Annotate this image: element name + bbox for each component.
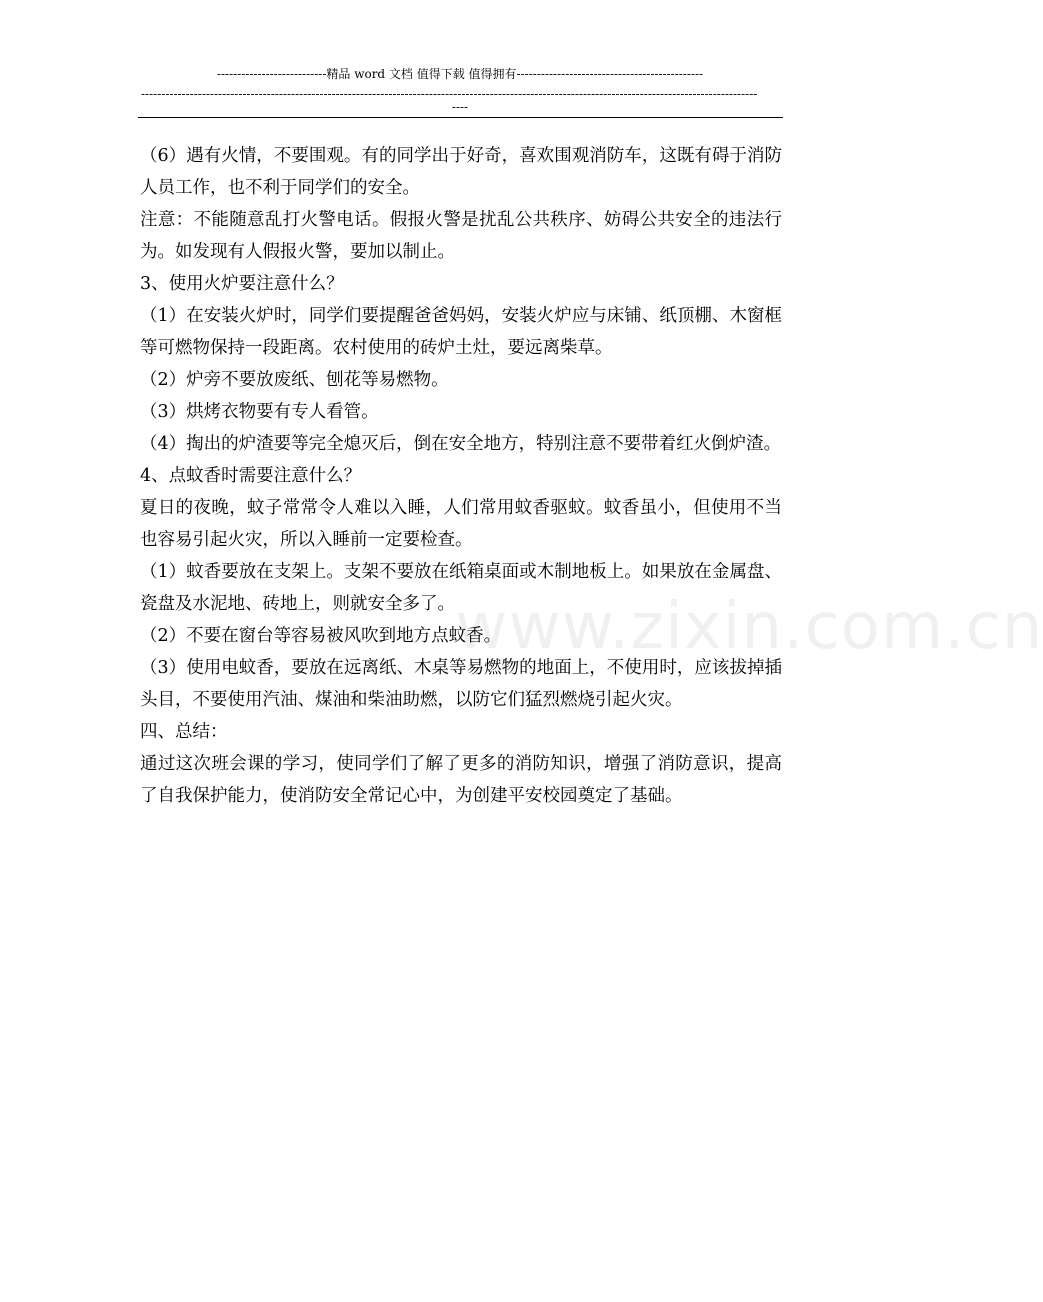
watermark: www.zixin.com.cn — [455, 590, 1043, 664]
document-body — [140, 140, 782, 812]
paragraph-summary: 通过这次班会课的学习，使同学们了解了更多的消防知识，增强了消防意识，提高了自我保护能力，使消防安全常记心中，为创建平安校园奠定了基础。 — [140, 754, 782, 806]
page-header-dashes-tail: ---- — [451, 100, 469, 114]
paragraph-mosquito-1: （1）蚊香要放在支架上。支架不要放在纸箱桌面或木制地板上。如果放在金属盘、瓷盘及水泥地、砖地上，则就安全多了。 — [140, 562, 782, 614]
paragraph-mosquito-intro: 夏日的夜晚，蚊子常常令人难以入睡，人们常用蚊香驱蚊。蚊香虽小，但使用不当也容易引起火灾，所以入睡前一定要检查。 — [140, 498, 782, 550]
paragraph-mosquito-3: （3）使用电蚊香，要放在远离纸、木桌等易燃物的地面上，不使用时，应该拔掉插头目，不要使用汽油、煤油和柴油助燃，以防它们猛烈燃烧引起火灾。 — [140, 658, 782, 710]
paragraph-stove-1: （1）在安装火炉时，同学们要提醒爸爸妈妈，安装火炉应与床铺、纸顶棚、木窗框等可燃物保持一段距离。农村使用的砖炉土灶，要远离柴草。 — [140, 306, 782, 358]
paragraph-mosquito-2: （2）不要在窗台等容易被风吹到地方点蚊香。 — [140, 626, 502, 646]
header-divider — [138, 117, 783, 118]
paragraph-fire-watching: （6）遇有火情，不要围观。有的同学出于好奇，喜欢围观消防车，这既有碍于消防人员工作，也不利于同学们的安全。 — [140, 146, 782, 198]
heading-summary: 四、总结： — [140, 722, 228, 742]
heading-mosquito-coil: 4、点蚊香时需要注意什么？ — [140, 466, 362, 486]
page-header-title: ---------------------------精品 word 文档 值得下载 值得拥有---------------------------------------------- — [216, 67, 704, 81]
page-header-dashes: -------------------------------------------------------------------------------------------------------------------------------------------------------- — [141, 87, 758, 101]
paragraph-stove-4: （4）掏出的炉渣要等完全熄灭后，倒在安全地方，特别注意不要带着红火倒炉渣。 — [140, 434, 782, 454]
paragraph-false-alarm-note: 注意：不能随意乱打火警电话。假报火警是扰乱公共秩序、妨碍公共安全的违法行为。如发现有人假报火警，要加以制止。 — [140, 210, 782, 262]
paragraph-stove-3: （3）烘烤衣物要有专人看管。 — [140, 402, 379, 422]
heading-stove-safety: 3、使用火炉要注意什么？ — [140, 274, 344, 294]
paragraph-stove-2: （2）炉旁不要放废纸、刨花等易燃物。 — [140, 370, 449, 390]
